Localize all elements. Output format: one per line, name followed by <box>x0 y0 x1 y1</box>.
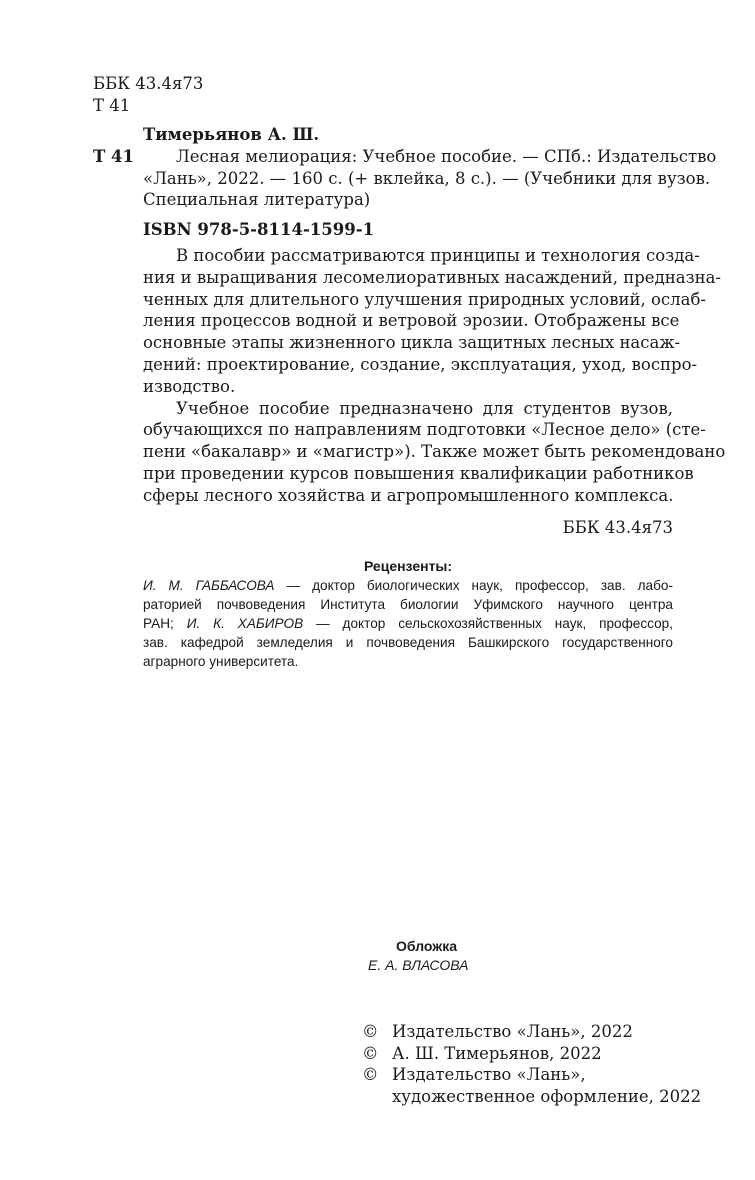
reviewer-name: И. К. ХАБИРОВ <box>186 616 304 631</box>
abstract-line: при проведении курсов повышения квалификации работников <box>143 463 694 483</box>
reviewers-block <box>143 576 673 671</box>
abstract-line: дений: проектирование, создание, эксплуатация, уход, воспро- <box>143 354 698 374</box>
abstract-line: ления процессов водной и ветровой эрозии. Отображены все <box>143 311 680 331</box>
copyright-line: © Издательство «Лань», <box>362 1065 586 1085</box>
bibliographic-line: Специальная литература) <box>143 190 371 210</box>
abstract <box>143 245 726 507</box>
author-sign: Т 41 <box>93 95 131 115</box>
bbk-code-right: ББК 43.4я73 <box>562 518 673 537</box>
abstract-line: ченных для длительного улучшения природных условий, ослаб- <box>143 289 706 309</box>
reviewer-line: И. М. ГАББАСОВА — доктор биологических наук, профессор, зав. лабо- <box>143 578 673 593</box>
copyright-line: художественное оформление, 2022 <box>392 1086 702 1106</box>
classification-block <box>93 73 203 116</box>
abstract-line: пени «бакалавр» и «магистр»). Также может быть рекомендовано <box>143 442 726 462</box>
copyright-icon: © <box>362 1065 379 1085</box>
bibliographic-line: «Лань», 2022. — 160 с. (+ вклейка, 8 с.). — (Учебники для вузов. <box>143 168 711 188</box>
abstract-line: обучающихся по направлениям подготовки «Лесное дело» (сте- <box>143 420 706 440</box>
cover-title: Обложка <box>396 938 457 954</box>
copyright-icon: © <box>362 1043 379 1063</box>
bibliographic-description <box>143 146 717 211</box>
isbn: ISBN 978-5-8114-1599-1 <box>143 220 375 239</box>
reviewer-line: аграрного университета. <box>143 654 299 669</box>
author-heading: Тимерьянов А. Ш. <box>143 125 320 144</box>
copyright-block <box>362 1021 701 1107</box>
reviewer-line: зав. кафедрой земледелия и почвоведения Башкирского государственного <box>143 635 673 650</box>
abstract-line: Учебное пособие предназначено для студентов вузов, <box>176 398 673 418</box>
abstract-line: изводство. <box>143 376 236 396</box>
abstract-line: В пособии рассматриваются принципы и технология созда- <box>176 246 700 265</box>
copyright-line: © А. Ш. Тимерьянов, 2022 <box>362 1043 602 1063</box>
copyright-line: © Издательство «Лань», 2022 <box>362 1022 633 1041</box>
copyright-icon: © <box>362 1022 379 1041</box>
abstract-line: сферы лесного хозяйства и агропромышленного комплекса. <box>143 485 674 505</box>
bbk-code: ББК 43.4я73 <box>93 74 204 93</box>
abstract-line: основные этапы жизненного цикла защитных лесных насаж- <box>143 333 681 353</box>
author-mark: Т 41 <box>93 147 134 166</box>
abstract-line: ния и выращивания лесомелиоративных насаждений, предназна- <box>143 267 721 287</box>
bibliographic-line: Лесная мелиорация: Учебное пособие. — СПб.: Издательство <box>176 147 717 166</box>
cover-designer: Е. А. ВЛАСОВА <box>368 957 469 973</box>
reviewer-line: раторией почвоведения Института биологии Уфимского научного центра <box>143 597 673 612</box>
reviewer-line: РАН; И. К. ХАБИРОВ — доктор сельскохозяйственных наук, профессор, <box>143 616 673 631</box>
reviewers-title: Рецензенты: <box>363 558 453 574</box>
reviewer-name: И. М. ГАББАСОВА <box>143 578 275 593</box>
